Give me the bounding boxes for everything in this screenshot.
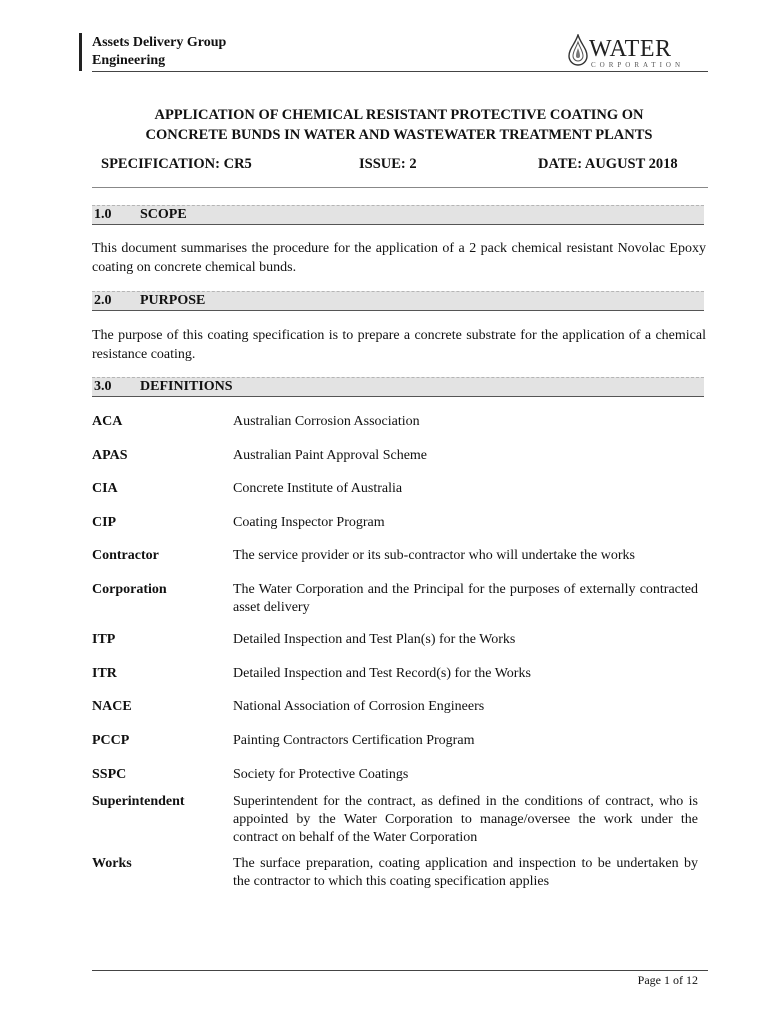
definition-desc: Australian Corrosion Association (233, 414, 420, 429)
definition-term: ITP (92, 632, 116, 647)
water-corporation-logo (567, 34, 707, 74)
page-number: Page 1 of 12 (637, 973, 698, 987)
definition-desc: The service provider or its sub-contractor who will undertake the works (233, 548, 635, 563)
definition-term: Works (92, 856, 132, 871)
logo-sub: CORPORATION (591, 61, 685, 69)
definition-desc: National Association of Corrosion Engineers (233, 699, 485, 714)
definition-desc: Detailed Inspection and Test Plan(s) for the Works (233, 632, 516, 647)
section-heading-scope (92, 205, 704, 225)
definition-term: PCCP (92, 733, 130, 748)
definition-term: APAS (92, 448, 128, 463)
section-heading-definitions (92, 377, 704, 397)
definition-term: CIP (92, 515, 117, 530)
definition-term: ITR (92, 666, 117, 681)
section-title: SCOPE (140, 207, 187, 222)
spec-date: DATE: AUGUST 2018 (538, 156, 678, 172)
header-group (92, 34, 226, 70)
org-line-1: Assets Delivery Group (92, 35, 227, 50)
definition-term: Superintendent (92, 794, 185, 809)
footer-rule (92, 970, 708, 971)
definition-term: Corporation (92, 582, 167, 597)
definition-term: Contractor (92, 548, 159, 563)
definition-term: ACA (92, 414, 123, 429)
definition-desc: The surface preparation, coating application and inspection to be undertaken by the contractor to which this coating specification applies (233, 856, 698, 889)
section-number: 3.0 (94, 379, 112, 394)
document-title (92, 105, 706, 145)
scope-paragraph: This document summarises the procedure for the application of a 2 pack chemical resistant Novolac Epoxy coating on concrete chemical bunds. (92, 241, 706, 275)
divider (92, 187, 708, 188)
spec-number: SPECIFICATION: CR5 (101, 156, 252, 172)
definition-desc: Society for Protective Coatings (233, 767, 409, 782)
definition-term: SSPC (92, 767, 127, 782)
definition-desc: Coating Inspector Program (233, 515, 385, 530)
header-rule (92, 71, 708, 72)
water-drop-icon (567, 34, 589, 68)
section-heading-purpose (92, 291, 704, 311)
definition-term: NACE (92, 699, 132, 714)
definition-desc: Superintendent for the contract, as defined in the conditions of contract, who is appointed by the Water Corporation to manage/oversee the work under the contract on behalf of the Water Corporation (233, 794, 698, 845)
section-title: DEFINITIONS (140, 379, 233, 394)
definition-desc: The Water Corporation and the Principal for the purposes of externally contracted asset delivery (233, 582, 698, 615)
section-title: PURPOSE (140, 293, 206, 308)
section-number: 2.0 (94, 293, 112, 308)
issue-number: ISSUE: 2 (359, 156, 417, 172)
definition-desc: Painting Contractors Certification Program (233, 733, 475, 748)
org-line-2: Engineering (92, 53, 166, 68)
definition-desc: Australian Paint Approval Scheme (233, 448, 428, 463)
logo-word: WATER (589, 36, 672, 62)
title-line-1: APPLICATION OF CHEMICAL RESISTANT PROTECTIVE COATING ON (154, 107, 644, 123)
section-number: 1.0 (94, 207, 112, 222)
definition-desc: Detailed Inspection and Test Record(s) for the Works (233, 666, 531, 681)
title-line-2: CONCRETE BUNDS IN WATER AND WASTEWATER TREATMENT PLANTS (145, 127, 653, 143)
purpose-paragraph: The purpose of this coating specification is to prepare a concrete substrate for the application of a chemical resistance coating. (92, 328, 706, 362)
definition-desc: Concrete Institute of Australia (233, 481, 403, 496)
header-bar (79, 33, 82, 71)
definition-term: CIA (92, 481, 118, 496)
